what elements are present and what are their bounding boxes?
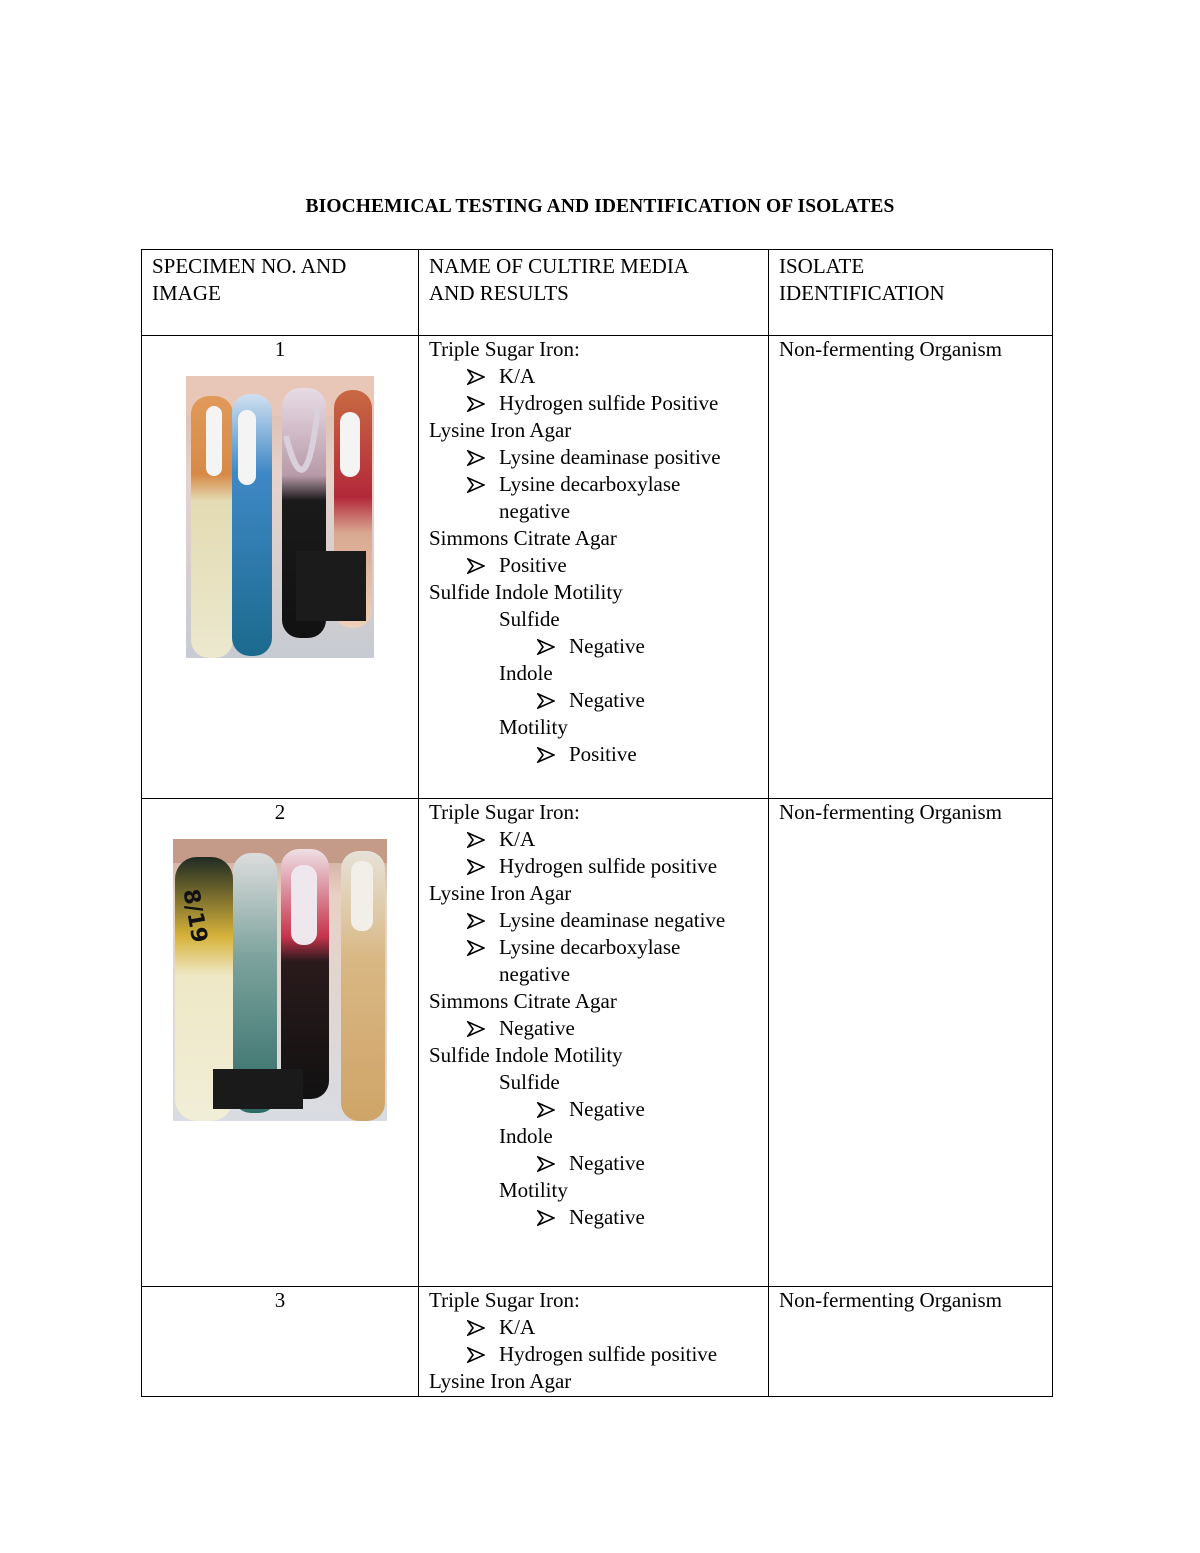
sim-sulfide: Sulfide — [499, 607, 560, 631]
table-row — [142, 799, 1053, 1287]
specimen-number: 3 — [274, 1288, 286, 1312]
header-specimen — [142, 250, 419, 336]
result-item: Positive — [429, 552, 758, 579]
header-media — [419, 250, 769, 336]
result-item: K/A — [429, 363, 758, 390]
identification-cell — [769, 799, 1053, 1287]
result-item: Negative — [429, 1096, 758, 1123]
page-title: BIOCHEMICAL TESTING AND IDENTIFICATION OF ISOLATES — [305, 196, 895, 217]
arrowhead-bullet-icon — [537, 741, 563, 763]
media-tsi: Triple Sugar Iron: — [429, 337, 580, 361]
header-specimen-line2: IMAGE — [152, 281, 221, 305]
media-results-cell — [419, 799, 769, 1287]
media-lia: Lysine Iron Agar — [429, 881, 572, 905]
media-sca: Simmons Citrate Agar — [429, 526, 617, 550]
arrowhead-bullet-icon — [467, 826, 493, 848]
sim-indole: Indole — [499, 1124, 553, 1148]
arrowhead-bullet-icon — [537, 1150, 563, 1172]
arrowhead-bullet-icon — [467, 1015, 493, 1037]
arrowhead-bullet-icon — [467, 390, 493, 412]
arrowhead-bullet-icon — [537, 1096, 563, 1118]
media-results-cell — [419, 1287, 769, 1397]
arrowhead-bullet-icon — [467, 934, 493, 956]
arrowhead-bullet-icon — [467, 1314, 493, 1336]
result-item: K/A — [429, 1314, 758, 1341]
specimen-photo — [186, 376, 374, 658]
header-media-line1: NAME OF CULTIRE MEDIA — [429, 254, 689, 278]
isolate-identification: Non-fermenting Organism — [779, 337, 1002, 361]
result-item: Hydrogen sulfide positive — [429, 853, 758, 880]
arrowhead-bullet-icon — [467, 444, 493, 466]
isolate-identification: Non-fermenting Organism — [779, 800, 1002, 824]
arrowhead-bullet-icon — [467, 1341, 493, 1363]
isolate-identification: Non-fermenting Organism — [779, 1288, 1002, 1312]
arrowhead-bullet-icon — [467, 853, 493, 875]
arrowhead-bullet-icon — [467, 552, 493, 574]
tube-label: 8/19 — [177, 887, 212, 945]
identification-cell — [769, 336, 1053, 799]
specimen-cell — [142, 336, 419, 799]
result-item: Positive — [429, 741, 758, 768]
result-item: Lysine decarboxylase — [429, 471, 758, 498]
specimen-cell — [142, 1287, 419, 1397]
result-item: Lysine decarboxylase — [429, 934, 758, 961]
result-item: Lysine deaminase positive — [429, 444, 758, 471]
header-identification-line2: IDENTIFICATION — [779, 281, 945, 305]
result-item: Negative — [429, 633, 758, 660]
sim-sulfide: Sulfide — [499, 1070, 560, 1094]
arrowhead-bullet-icon — [537, 687, 563, 709]
result-item: K/A — [429, 826, 758, 853]
table-header-row — [142, 250, 1053, 336]
result-item: Hydrogen sulfide positive — [429, 1341, 758, 1368]
result-item: Negative — [429, 1150, 758, 1177]
result-item: Lysine deaminase negative — [429, 907, 758, 934]
arrowhead-bullet-icon — [537, 1204, 563, 1226]
header-specimen-line1: SPECIMEN NO. AND — [152, 254, 347, 278]
arrowhead-bullet-icon — [467, 907, 493, 929]
result-item-continuation: negative — [499, 962, 571, 986]
media-sca: Simmons Citrate Agar — [429, 989, 617, 1013]
result-item: Negative — [429, 1204, 758, 1231]
sim-indole: Indole — [499, 661, 553, 685]
media-tsi: Triple Sugar Iron: — [429, 1288, 580, 1312]
sim-motility: Motility — [499, 715, 568, 739]
results-table — [141, 249, 1053, 1397]
specimen-photo — [173, 839, 387, 1121]
media-lia: Lysine Iron Agar — [429, 1369, 572, 1393]
specimen-number: 2 — [274, 800, 286, 824]
result-item: Negative — [429, 1015, 758, 1042]
specimen-number: 1 — [274, 337, 286, 361]
result-item-continuation: negative — [499, 499, 571, 523]
media-sim: Sulfide Indole Motility — [429, 580, 623, 604]
media-sim: Sulfide Indole Motility — [429, 1043, 623, 1067]
header-identification-line1: ISOLATE — [779, 254, 865, 278]
arrowhead-bullet-icon — [467, 471, 493, 493]
sim-motility: Motility — [499, 1178, 568, 1202]
header-identification — [769, 250, 1053, 336]
media-lia: Lysine Iron Agar — [429, 418, 572, 442]
media-results-cell — [419, 336, 769, 799]
arrowhead-bullet-icon — [537, 633, 563, 655]
media-tsi: Triple Sugar Iron: — [429, 800, 580, 824]
table-row — [142, 1287, 1053, 1397]
table-row — [142, 336, 1053, 799]
arrowhead-bullet-icon — [467, 363, 493, 385]
specimen-cell — [142, 799, 419, 1287]
result-item: Negative — [429, 687, 758, 714]
header-media-line2: AND RESULTS — [429, 281, 569, 305]
identification-cell — [769, 1287, 1053, 1397]
result-item: Hydrogen sulfide Positive — [429, 390, 758, 417]
